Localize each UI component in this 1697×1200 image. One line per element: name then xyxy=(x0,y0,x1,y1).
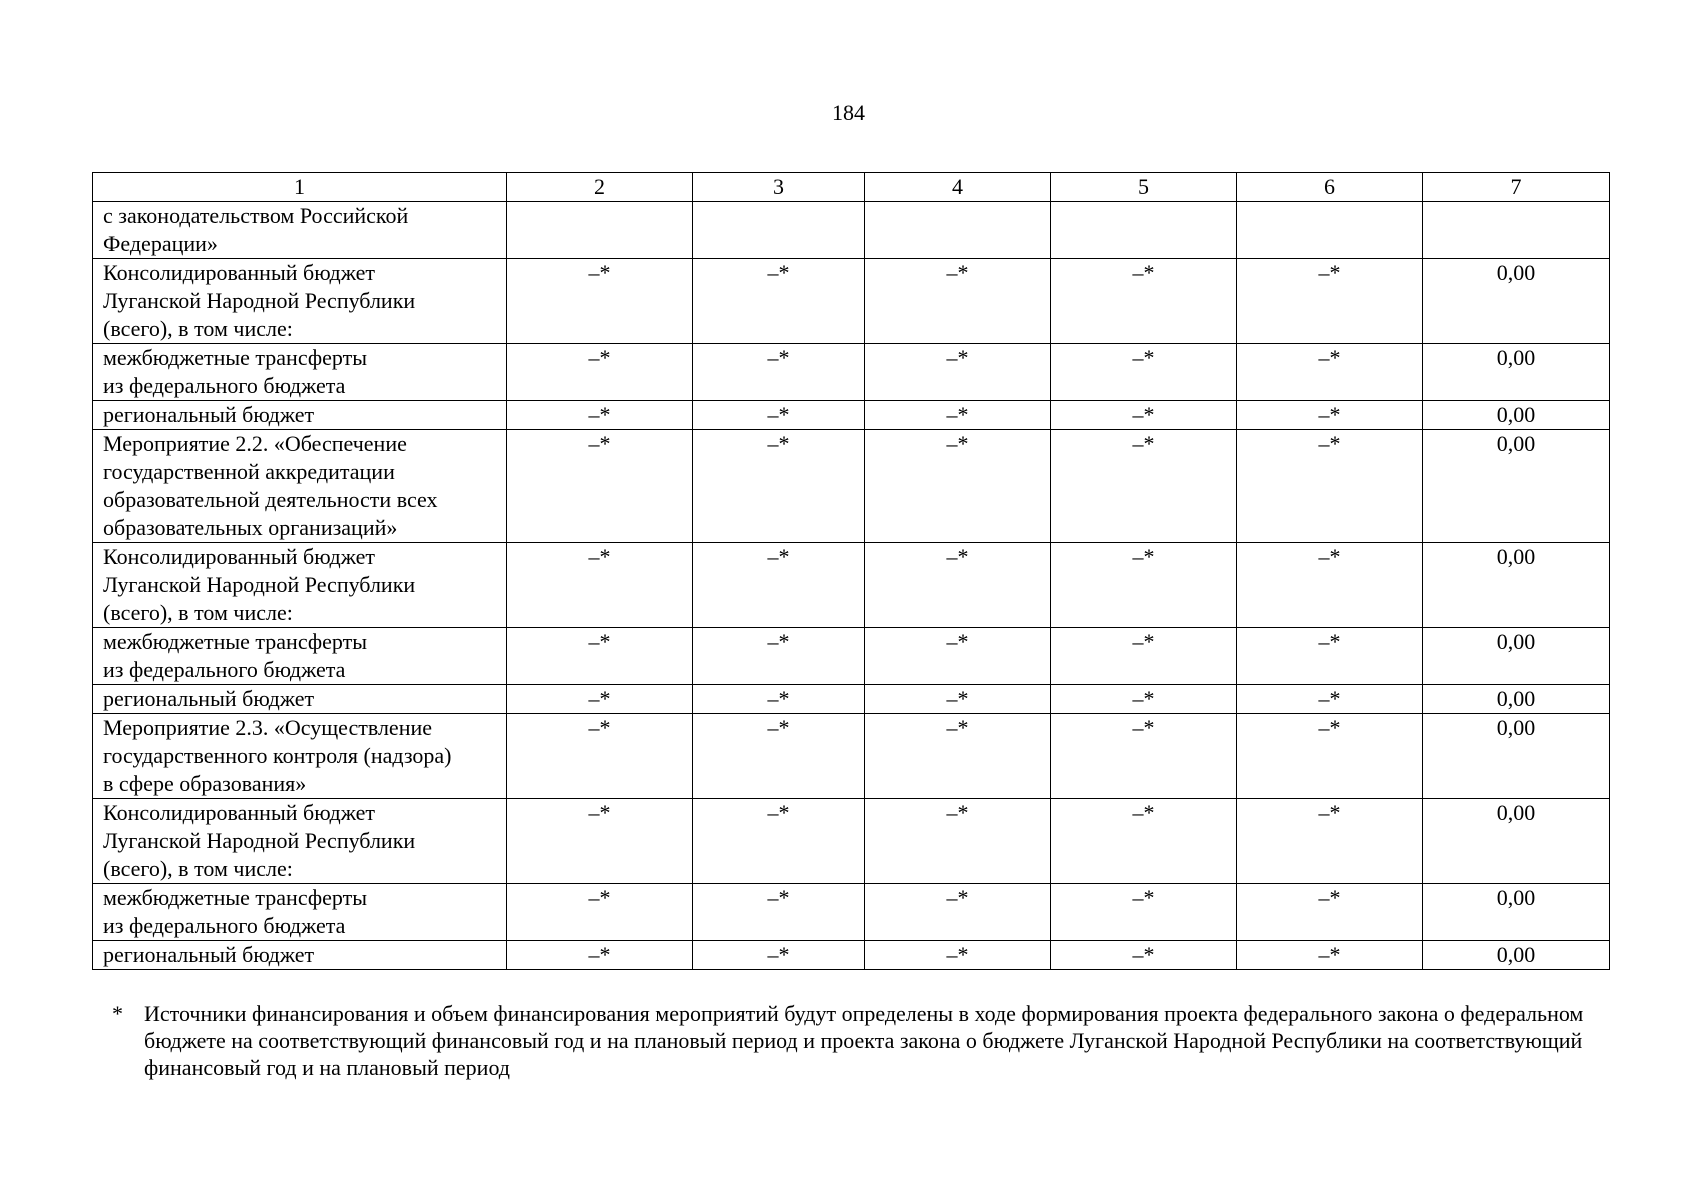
table-row xyxy=(93,202,1610,259)
row-label: Консолидированный бюджет Луганской Народной Республики (всего), в том числе: xyxy=(93,259,507,344)
column-header: 6 xyxy=(1237,173,1423,202)
table-cell: –* xyxy=(507,799,693,884)
table-cell: –* xyxy=(1051,401,1237,430)
table-cell: –* xyxy=(1051,685,1237,714)
row-label: межбюджетные трансферты из федерального бюджета xyxy=(93,628,507,685)
table-row xyxy=(93,628,1610,685)
table-cell: 0,00 xyxy=(1423,259,1610,344)
table-cell: –* xyxy=(507,344,693,401)
column-header: 2 xyxy=(507,173,693,202)
table-row xyxy=(93,685,1610,714)
column-header: 1 xyxy=(93,173,507,202)
table-cell: –* xyxy=(865,884,1051,941)
row-label: межбюджетные трансферты из федерального бюджета xyxy=(93,884,507,941)
table-cell xyxy=(865,202,1051,259)
table-cell: 0,00 xyxy=(1423,941,1610,970)
table-row xyxy=(93,344,1610,401)
table-row xyxy=(93,714,1610,799)
table-cell: –* xyxy=(865,685,1051,714)
table-cell: –* xyxy=(1051,344,1237,401)
table-cell: –* xyxy=(507,543,693,628)
table-cell: –* xyxy=(1051,430,1237,543)
table-cell: –* xyxy=(865,543,1051,628)
table-cell: –* xyxy=(1051,259,1237,344)
row-label: региональный бюджет xyxy=(93,401,507,430)
table-cell: 0,00 xyxy=(1423,543,1610,628)
page-number: 184 xyxy=(832,100,865,125)
budget-table xyxy=(92,172,1610,970)
table-cell: –* xyxy=(693,714,865,799)
table-cell: –* xyxy=(865,628,1051,685)
table-cell: 0,00 xyxy=(1423,799,1610,884)
table-row xyxy=(93,799,1610,884)
table-cell: –* xyxy=(693,941,865,970)
table-cell: –* xyxy=(1051,543,1237,628)
table-cell: –* xyxy=(1237,714,1423,799)
table-cell: –* xyxy=(693,543,865,628)
table-cell: –* xyxy=(507,714,693,799)
column-header: 5 xyxy=(1051,173,1237,202)
table-cell: –* xyxy=(865,714,1051,799)
table-cell: –* xyxy=(1237,430,1423,543)
column-header: 7 xyxy=(1423,173,1610,202)
table-row xyxy=(93,884,1610,941)
table-cell: 0,00 xyxy=(1423,628,1610,685)
table-cell: 0,00 xyxy=(1423,344,1610,401)
table-cell xyxy=(507,202,693,259)
row-label: Мероприятие 2.2. «Обеспечение государственной аккредитации образовательной деятельности всех образовательных организаций» xyxy=(93,430,507,543)
table-cell: 0,00 xyxy=(1423,685,1610,714)
table-row xyxy=(93,941,1610,970)
table-cell xyxy=(1237,202,1423,259)
table-cell: 0,00 xyxy=(1423,884,1610,941)
table-cell: –* xyxy=(507,430,693,543)
row-label: с законодательством Российской Федерации» xyxy=(93,202,507,259)
table-row xyxy=(93,430,1610,543)
table-cell xyxy=(693,202,865,259)
table-cell: –* xyxy=(865,344,1051,401)
row-label: региональный бюджет xyxy=(93,685,507,714)
table-cell xyxy=(1051,202,1237,259)
table-cell: –* xyxy=(1237,543,1423,628)
table-cell: –* xyxy=(1237,259,1423,344)
footnote xyxy=(112,1000,1612,1081)
row-label: Мероприятие 2.3. «Осуществление государственного контроля (надзора) в сфере образования» xyxy=(93,714,507,799)
table-cell: –* xyxy=(1237,884,1423,941)
table-cell: –* xyxy=(1237,628,1423,685)
footnote-text: Источники финансирования и объем финансирования мероприятий будут определены в ходе формирования проекта федерального закона о федеральном бюджете на соответствующий финансовый год и на плановый период и проекта закона о бюджете Луганской Народной Республики на соответствующий финансовый год и на плановый период xyxy=(144,1001,1584,1080)
table-row xyxy=(93,259,1610,344)
table-cell: –* xyxy=(1237,401,1423,430)
table-cell: –* xyxy=(693,685,865,714)
table-cell: –* xyxy=(1237,344,1423,401)
table-row xyxy=(93,543,1610,628)
table-cell: –* xyxy=(507,259,693,344)
column-header: 3 xyxy=(693,173,865,202)
table-cell: 0,00 xyxy=(1423,430,1610,543)
table-header-row xyxy=(93,173,1610,202)
table-cell: –* xyxy=(507,685,693,714)
row-label: Консолидированный бюджет Луганской Народной Республики (всего), в том числе: xyxy=(93,799,507,884)
table-cell: –* xyxy=(693,430,865,543)
table-cell: –* xyxy=(507,884,693,941)
table-cell: 0,00 xyxy=(1423,401,1610,430)
row-label: Консолидированный бюджет Луганской Народной Республики (всего), в том числе: xyxy=(93,543,507,628)
table-cell: –* xyxy=(507,401,693,430)
table-cell xyxy=(1423,202,1610,259)
table-cell: –* xyxy=(693,401,865,430)
table-cell: –* xyxy=(693,628,865,685)
row-label: региональный бюджет xyxy=(93,941,507,970)
table-cell: –* xyxy=(865,401,1051,430)
table-cell: 0,00 xyxy=(1423,714,1610,799)
row-label: межбюджетные трансферты из федерального бюджета xyxy=(93,344,507,401)
table-cell: –* xyxy=(1237,685,1423,714)
table-cell: –* xyxy=(693,344,865,401)
table-cell: –* xyxy=(865,941,1051,970)
table-cell: –* xyxy=(1051,628,1237,685)
column-header: 4 xyxy=(865,173,1051,202)
table-cell: –* xyxy=(507,628,693,685)
footnote-marker: * xyxy=(112,1001,123,1026)
table-row xyxy=(93,401,1610,430)
table-cell: –* xyxy=(693,259,865,344)
table-cell: –* xyxy=(693,884,865,941)
table-cell: –* xyxy=(507,941,693,970)
table-cell: –* xyxy=(865,259,1051,344)
table-cell: –* xyxy=(693,799,865,884)
table-cell: –* xyxy=(1051,799,1237,884)
table-cell: –* xyxy=(1051,884,1237,941)
table-cell: –* xyxy=(1051,714,1237,799)
table-cell: –* xyxy=(1237,799,1423,884)
table-cell: –* xyxy=(1051,941,1237,970)
table-cell: –* xyxy=(865,430,1051,543)
table-cell: –* xyxy=(865,799,1051,884)
table-cell: –* xyxy=(1237,941,1423,970)
